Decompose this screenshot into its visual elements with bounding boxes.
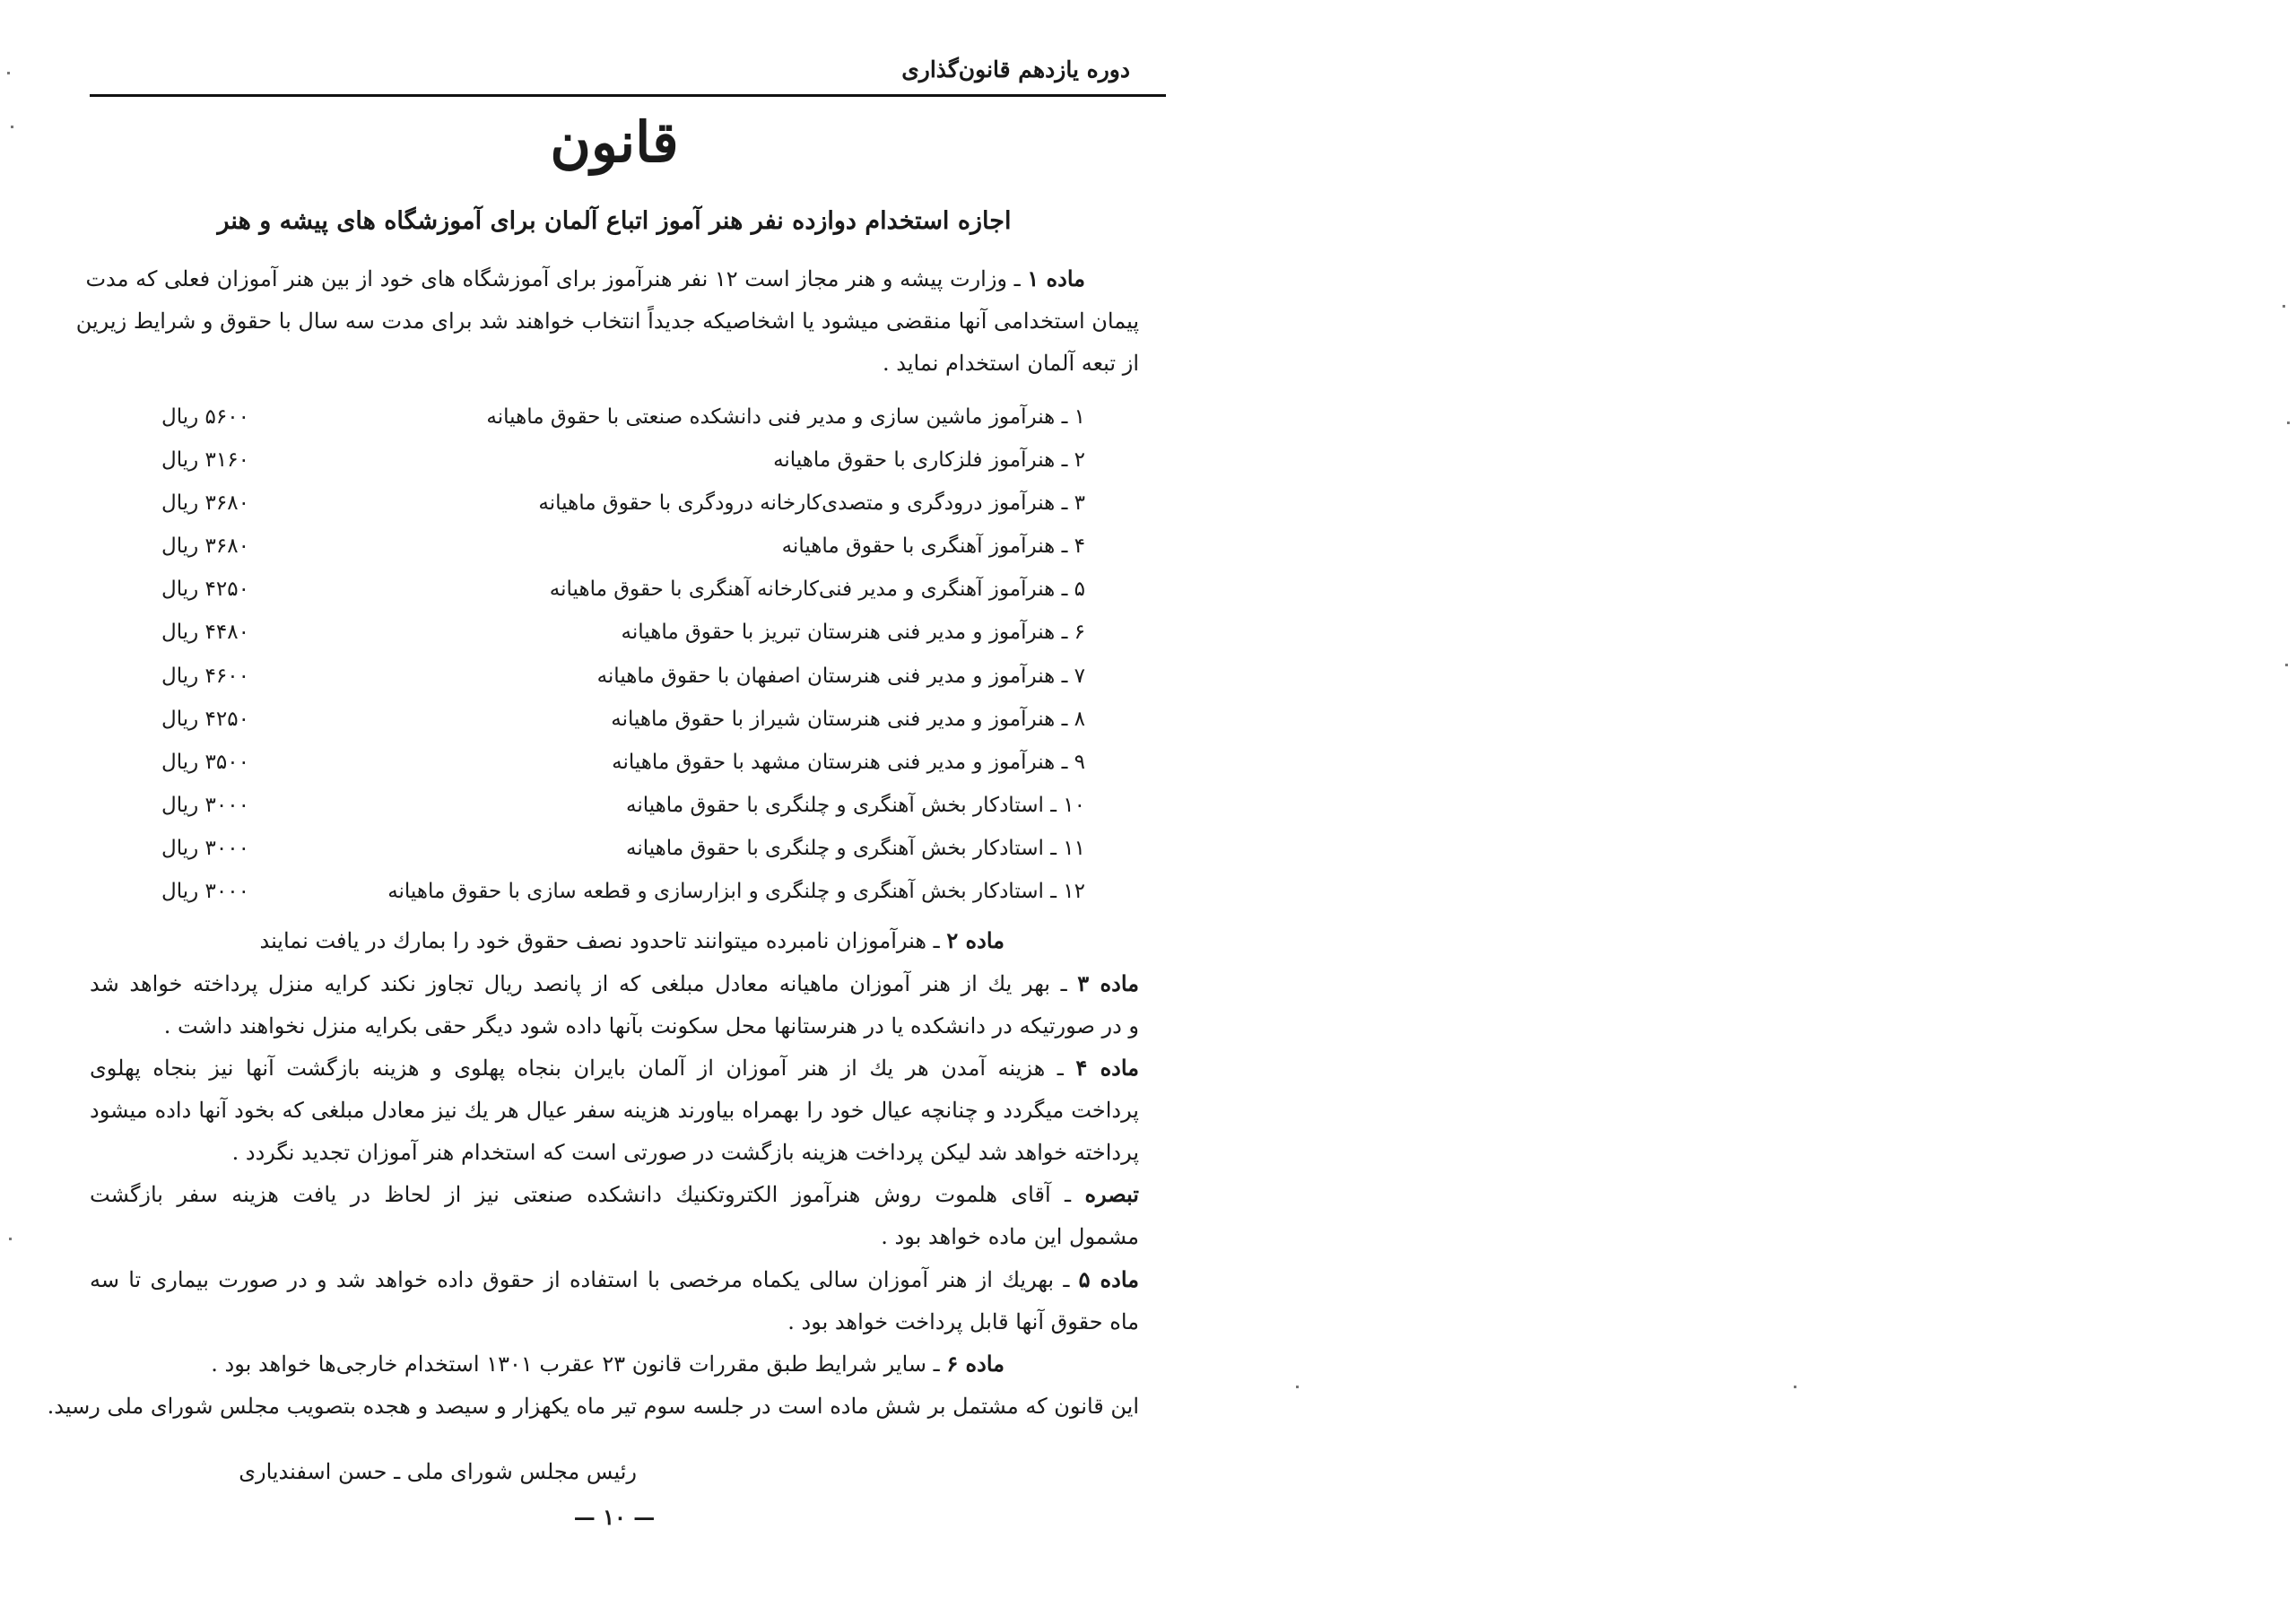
article-5-line: ماه حقوق آنها قابل پرداخت خواهد بود . (787, 1309, 1139, 1334)
note-line: مشمول این ماده خواهد بود . (881, 1224, 1139, 1249)
signature-line: رئیس مجلس شورای ملی ـ حسن اسفندیاری (239, 1459, 637, 1484)
article-2-label: ماده ۲ (946, 927, 1004, 953)
salary-position: ۱ ـ هنرآموز ماشین سازی و مدیر فنی دانشکده صنعتی با حقوق ماهیانه (486, 405, 1085, 429)
salary-position: ۹ ـ هنرآموز و مدیر فنی هنرستان مشهد با حقوق ماهیانه (612, 750, 1085, 774)
article-5-label: ماده ۵ (1078, 1266, 1139, 1292)
salary-amount: ۳۰۰۰ ریال (161, 836, 249, 860)
article-2-line (90, 927, 1004, 953)
salary-amount: ۴۲۵۰ ریال (161, 707, 249, 731)
scan-speck (11, 126, 13, 128)
salary-row (161, 794, 1085, 837)
article-1-label: ماده ۱ (1027, 265, 1085, 291)
article-1-line: از تبعه آلمان استخدام نماید . (883, 351, 1139, 376)
document-title: قانون (550, 109, 679, 175)
article-1-text: ـ وزارت پیشه و هنر مجاز است ۱۲ نفر هنرآموز برای آموزشگاه های خود از بین هنر آموزان فعلی که مدت (85, 266, 1021, 291)
salary-position: ۵ ـ هنرآموز آهنگری و مدیر فنی‌کارخانه آهنگری با حقوق ماهیانه (549, 578, 1085, 602)
closing-statement: این قانون که مشتمل بر شش ماده است در جلسه سوم تیر ماه یکهزار و سیصد و هجده بتصویب مجلس شورای ملی رسید. (47, 1394, 1139, 1419)
salary-amount: ۳۶۸۰ ریال (161, 534, 249, 559)
note-label: تبصره (1084, 1181, 1139, 1207)
article-4-line (90, 1057, 1139, 1079)
article-5-line (90, 1266, 1139, 1292)
salary-position: ۱۰ ـ استادکار بخش آهنگری و چلنگری با حقوق ماهیانه (626, 793, 1085, 817)
salary-position: ۳ ـ هنرآموز درودگری و متصدی‌کارخانه درودگری با حقوق ماهیانه (538, 491, 1085, 516)
scan-speck (7, 72, 10, 74)
salary-position: ۱۲ ـ استادکار بخش آهنگری و چلنگری و ابزارسازی و قطعه سازی با حقوق ماهیانه (387, 880, 1085, 904)
salary-row (161, 837, 1085, 880)
salary-position: ۴ ـ هنرآموز آهنگری با حقوق ماهیانه (781, 534, 1085, 559)
salary-row (161, 405, 1085, 448)
salary-row (161, 665, 1085, 708)
document-subtitle: اجازه استخدام دوازده نفر هنر آموز اتباع آلمان برای آموزشگاه های پیشه و هنر (217, 207, 1012, 235)
salary-row (161, 578, 1085, 621)
scan-speck (1794, 1386, 1796, 1388)
salary-position: ۲ ـ هنرآموز فلزکاری با حقوق ماهیانه (773, 448, 1085, 473)
article-2-text: ـ هنرآموزان نامبرده میتوانند تاحدود نصف حقوق خود را بمارك در یافت نمایند (259, 928, 940, 953)
salary-amount: ۳۶۸۰ ریال (161, 491, 249, 516)
article-4-line: پرداخت میگردد و چنانچه عیال خود را بهمراه بیاورند هزینه سفر عیال هر یك نیز معادل مبلغی که بخود آنها داده میشود (90, 1098, 1139, 1123)
salary-list (161, 405, 1085, 923)
article-5-text: ـ بهریك از هنر آموزان سالی یکماه مرخصی با استفاده از حقوق داده خواهد شد و در صورت بیماری تا سه (90, 1267, 1070, 1292)
article-4-text: ـ هزینه آمدن هر یك از هنر آموزان از آلمان بایران بنجاه پهلوی و هزینه بازگشت آنها نیز بنجاه پهلوی (90, 1056, 1064, 1081)
salary-amount: ۴۴۸۰ ریال (161, 621, 249, 645)
salary-row (161, 534, 1085, 578)
article-3-label: ماده ۳ (1077, 970, 1139, 996)
salary-position: ۱۱ ـ استادکار بخش آهنگری و چلنگری با حقوق ماهیانه (626, 836, 1085, 860)
page-number: — ۱۰ — (573, 1504, 656, 1530)
salary-row (161, 448, 1085, 491)
salary-row (161, 880, 1085, 923)
scan-speck (2285, 664, 2288, 666)
article-6-label: ماده ۶ (946, 1351, 1004, 1377)
article-1-line: پیمان استخدامی آنها منقضی میشود یا اشخاصیکه جدیداً انتخاب خواهند شد برای مدت سه سال با حقوق و شرایط زیرین (75, 309, 1139, 334)
salary-amount: ۵۶۰۰ ریال (161, 405, 249, 429)
salary-amount: ۴۶۰۰ ریال (161, 664, 249, 688)
article-3-line (90, 970, 1139, 996)
salary-position: ۷ ـ هنرآموز و مدیر فنی هنرستان اصفهان با حقوق ماهیانه (596, 664, 1085, 688)
article-3-text: ـ بهر یك از هنر آموزان ماهیانه معادل مبلغی که از پانصد ریال تجاوز نکند کرایه منزل پرداخته خواهد شد (90, 971, 1067, 996)
scan-speck (2283, 305, 2285, 308)
note-line (90, 1181, 1139, 1207)
article-4-line: پرداخته خواهد شد لیکن پرداخت هزینه بازگشت در صورتی است که استخدام هنر آموزان تجدید نگردد . (231, 1140, 1139, 1165)
document-column (47, 49, 1139, 1556)
salary-amount: ۴۲۵۰ ریال (161, 578, 249, 602)
salary-amount: ۳۰۰۰ ریال (161, 880, 249, 904)
salary-row (161, 491, 1085, 534)
salary-amount: ۳۵۰۰ ریال (161, 750, 249, 774)
running-header: دوره یازدهم قانون‌گذاری (901, 56, 1130, 83)
scan-speck (9, 1238, 12, 1240)
header-rule (90, 94, 1166, 97)
scan-speck (2287, 421, 2290, 424)
salary-row (161, 621, 1085, 664)
article-6-line (90, 1353, 1004, 1375)
salary-row (161, 708, 1085, 751)
salary-position: ۶ ـ هنرآموز و مدیر فنی هنرستان تبریز با حقوق ماهیانه (621, 621, 1085, 645)
scan-speck (1296, 1386, 1299, 1388)
salary-amount: ۳۰۰۰ ریال (161, 793, 249, 817)
article-6-text: ـ سایر شرایط طبق مقررات قانون ۲۳ عقرب ۱۳۰۱ استخدام خارجی‌ها خواهد بود . (211, 1351, 940, 1377)
salary-amount: ۳۱۶۰ ریال (161, 448, 249, 473)
article-4-label: ماده ۴ (1075, 1055, 1139, 1081)
article-1-line (85, 265, 1085, 291)
article-3-line: و در صورتیکه در دانشکده یا در هنرستانها محل سکونت بآنها داده شود دیگر حقی بکرایه منزل نخواهند داشت . (163, 1013, 1139, 1038)
note-text: ـ آقای هلموت روش هنرآموز الکتروتکنیك دانشکده صنعتی نیز از لحاظ در یافت هزینه سفر بازگشت (90, 1182, 1072, 1207)
salary-position: ۸ ـ هنرآموز و مدیر فنی هنرستان شیراز با حقوق ماهیانه (611, 707, 1085, 731)
salary-row (161, 751, 1085, 794)
